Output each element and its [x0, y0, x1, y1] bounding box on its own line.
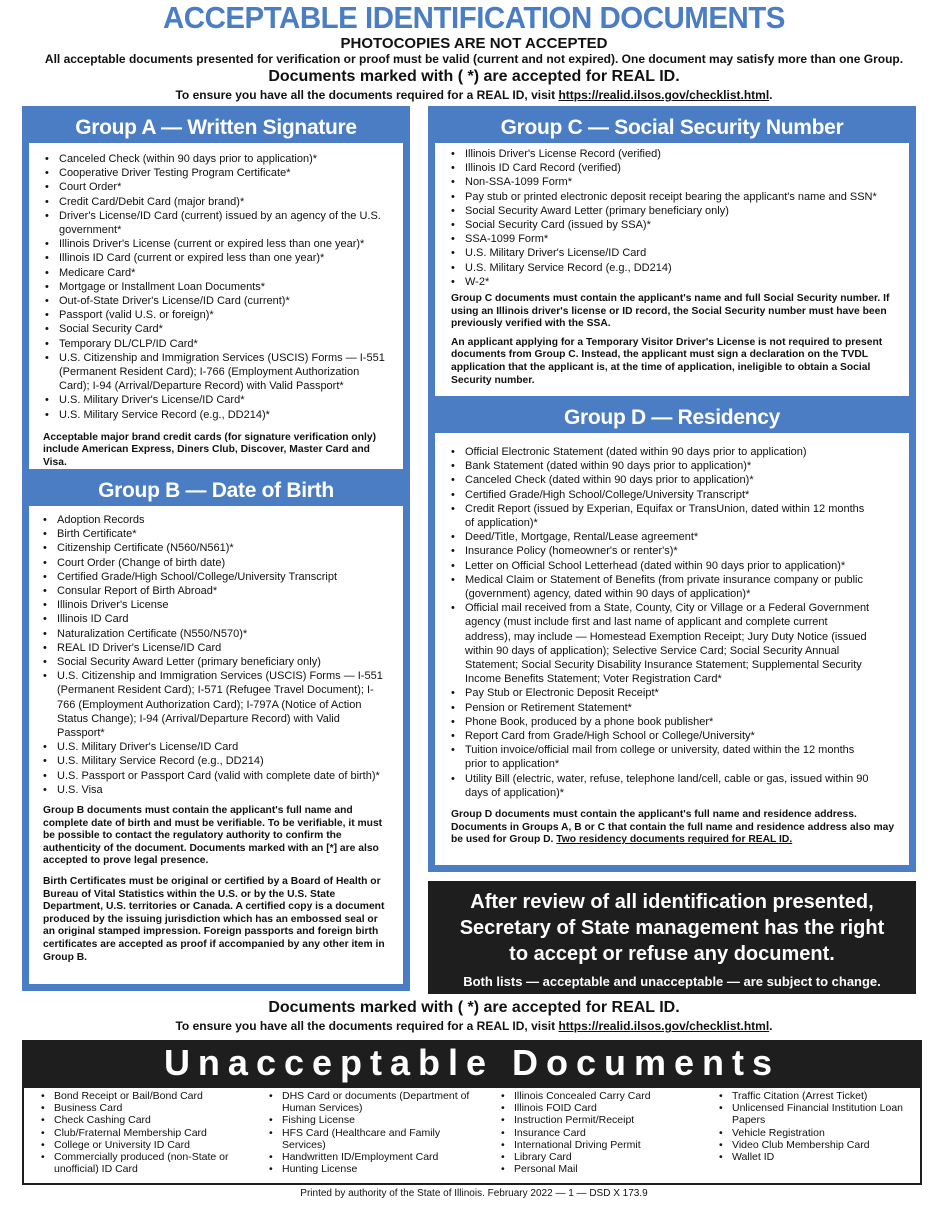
group-a-item: • Passport (valid U.S. or foreign)*: [59, 308, 389, 322]
group-b-box: [22, 476, 410, 991]
unacceptable-item: • Unlicensed Financial Institution Loan Papers: [732, 1102, 917, 1126]
unacceptable-item: • Wallet ID: [732, 1151, 917, 1163]
group-a-item: • U.S. Military Driver's License/ID Card*: [59, 393, 389, 407]
management-notice: [428, 881, 916, 994]
page-title: ACCEPTABLE IDENTIFICATION DOCUMENTS: [162, 0, 785, 35]
unacceptable-item: • Hunting License: [282, 1163, 482, 1175]
group-b-title: Group B — Date of Birth: [29, 476, 403, 506]
group-a-list: [29, 152, 389, 422]
group-d-item: • Certified Grade/High School/College/University Transcript*: [465, 488, 875, 502]
mid-checklist-prefix: To ensure you have all the documents required for a REAL ID, visit: [175, 1019, 559, 1033]
realid-mark-notice: Documents marked with ( *) are accepted for REAL ID.: [268, 68, 680, 85]
no-photocopies-notice: PHOTOCOPIES ARE NOT ACCEPTED: [340, 35, 608, 52]
group-d-item: • Report Card from Grade/High School or College/University*: [465, 729, 875, 743]
group-a-item: • Canceled Check (within 90 days prior to application)*: [59, 152, 389, 166]
group-b-item: • Illinois ID Card: [57, 612, 389, 626]
unacceptable-list-box: [22, 1086, 922, 1185]
group-a-title: Group A — Written Signature: [29, 113, 403, 143]
group-b-item: • U.S. Passport or Passport Card (valid with complete date of birth)*: [57, 769, 389, 783]
checklist-link[interactable]: https://realid.ilsos.gov/checklist.html: [558, 88, 770, 102]
unacceptable-column-3: [494, 1090, 704, 1175]
unacceptable-title: Unacceptable Documents: [22, 1040, 922, 1086]
unacceptable-item: • Handwritten ID/Employment Card: [282, 1151, 482, 1163]
group-a-item: • Cooperative Driver Testing Program Certificate*: [59, 166, 389, 180]
unacceptable-item: • Commercially produced (non-State or unofficial) ID Card: [54, 1151, 254, 1175]
group-a-item: • Credit Card/Debit Card (major brand)*: [59, 195, 389, 209]
group-b-item: • Illinois Driver's License: [57, 598, 389, 612]
group-d-item: • Insurance Policy (homeowner's or renter's)*: [465, 544, 875, 558]
mid-checklist-suffix: .: [769, 1019, 773, 1033]
unacceptable-item: • Traffic Citation (Arrest Ticket): [732, 1090, 917, 1102]
management-subnote: Both lists — acceptable and unacceptable — are subject to change.: [463, 974, 881, 989]
unacceptable-item: • Check Cashing Card: [54, 1114, 254, 1126]
group-a-item: • Mortgage or Installment Loan Documents*: [59, 280, 389, 294]
group-b-note-2: Birth Certificates must be original or certified by a Board of Health or Bureau of Vital Statistics within the U.S. or by the U.S. State Department, U.S. territories or Canada. A certified copy is a document produced by the issuing jurisdiction which has an embossed seal or an original stamped impression. Foreign passports and foreign birth certificates are accepted as proof if accompanied by any other item in Group B.: [43, 876, 385, 963]
group-a-item: • Medicare Card*: [59, 266, 389, 280]
group-a-item: • Court Order*: [59, 180, 389, 194]
group-b-item: • Social Security Award Letter (primary beneficiary only): [57, 655, 389, 669]
management-line-1: After review of all identification presented,: [470, 891, 874, 913]
group-d-note-underline: Two residency documents required for REAL ID.: [556, 834, 793, 846]
management-line-3: to accept or refuse any document.: [509, 943, 835, 965]
group-d-item: • Bank Statement (dated within 90 days prior to application)*: [465, 459, 875, 473]
group-b-item: • Certified Grade/High School/College/University Transcript: [57, 570, 389, 584]
unacceptable-column-2: [262, 1090, 482, 1175]
unacceptable-item: • Business Card: [54, 1102, 254, 1114]
group-a-item: • Out-of-State Driver's License/ID Card (current)*: [59, 294, 389, 308]
checklist-notice: [0, 87, 948, 103]
group-a-item: • Driver's License/ID Card (current) issued by an agency of the U.S. government*: [59, 209, 389, 237]
unacceptable-item: • Illinois FOID Card: [514, 1102, 704, 1114]
group-d-item: • Pay Stub or Electronic Deposit Receipt*: [465, 686, 875, 700]
unacceptable-item: • Insurance Card: [514, 1127, 704, 1139]
group-c-item: • Pay stub or printed electronic deposit receipt bearing the applicant's name and SSN*: [465, 190, 909, 204]
mid-checklist-notice: [0, 1018, 948, 1034]
unacceptable-item: • Fishing License: [282, 1114, 482, 1126]
unacceptable-item: • Instruction Permit/Receipt: [514, 1114, 704, 1126]
unacceptable-column-1: [34, 1090, 254, 1175]
group-b-item: • U.S. Military Service Record (e.g., DD214): [57, 754, 389, 768]
footer-text: Printed by authority of the State of Illinois. February 2022 — 1 — DSD X 173.9: [300, 1188, 648, 1199]
group-b-item: • U.S. Citizenship and Immigration Services (USCIS) Forms — I-551 (Permanent Resident Card); I-571 (Refugee Travel Document); I-766 (Employment Authorization Card); I-797A (Notice of Action Status Change); I-94 (Arrival/Departure Record) with Valid Passport*: [57, 669, 389, 740]
checklist-prefix: To ensure you have all the documents required for a REAL ID, visit: [175, 88, 559, 102]
group-b-item: • U.S. Visa: [57, 783, 389, 797]
group-d-item: • Phone Book, produced by a phone book publisher*: [465, 715, 875, 729]
checklist-suffix: .: [769, 88, 773, 102]
management-line-2: Secretary of State management has the right: [459, 917, 885, 939]
group-d-item: • Official mail received from a State, County, City or Village or a Federal Government agency (must include first and last name of applicant and complete current address), may include — Homestead Exemption Receipt; Jury Duty Notice (issued within 90 days of application); Selective Service Card; Social Security Annual Statement; Social Security Disability Insurance Statement; Supplemental Security Income Benefits Statement; Voter Registration Card*: [465, 601, 875, 686]
group-d-item: • Utility Bill (electric, water, refuse, telephone land/cell, cable or gas, issued within 90 days of application)*: [465, 772, 875, 800]
group-d-item: • Canceled Check (dated within 90 days prior to application)*: [465, 473, 875, 487]
unacceptable-item: • College or University ID Card: [54, 1139, 254, 1151]
group-c-item: • Illinois Driver's License Record (verified): [465, 147, 909, 161]
group-b-item: • REAL ID Driver's License/ID Card: [57, 641, 389, 655]
group-d-item: • Pension or Retirement Statement*: [465, 701, 875, 715]
unacceptable-item: • Club/Fraternal Membership Card: [54, 1127, 254, 1139]
group-d-item: • Deed/Title, Mortgage, Rental/Lease agreement*: [465, 530, 875, 544]
group-a-item: • Temporary DL/CLP/ID Card*: [59, 337, 389, 351]
unacceptable-item: • Personal Mail: [514, 1163, 704, 1175]
unacceptable-item: • Illinois Concealed Carry Card: [514, 1090, 704, 1102]
group-d-note-main: Group D documents must contain the applicant's full name and residence address. Documents in Groups A, B or C that contain the full name and residence address also may be used for Group D.: [451, 809, 895, 846]
group-a-note: Acceptable major brand credit cards (for signature verification only) include American Express, Diners Club, Discover, Master Card and Visa.: [43, 431, 377, 469]
group-d-box: [428, 403, 916, 872]
group-b-item: • Birth Certificate*: [57, 527, 389, 541]
group-c-item: • Social Security Award Letter (primary beneficiary only): [465, 204, 909, 218]
group-c-item: • Illinois ID Card Record (verified): [465, 161, 909, 175]
group-b-item: • Consular Report of Birth Abroad*: [57, 584, 389, 598]
group-b-item: • U.S. Military Driver's License/ID Card: [57, 740, 389, 754]
group-b-note-1: Group B documents must contain the applicant's full name and complete date of birth and must be verifiable. To be verifiable, it must be possible to contact the regulatory authority to confirm the authenticity of the document. Documents marked with an [*] are also accepted to prove legal presence.: [43, 805, 383, 867]
group-a-item: • Social Security Card*: [59, 322, 389, 336]
group-c-item: • U.S. Military Driver's License/ID Card: [465, 246, 909, 260]
group-d-title: Group D — Residency: [435, 403, 909, 433]
unacceptable-item: • Bond Receipt or Bail/Bond Card: [54, 1090, 254, 1102]
mid-realid-mark-notice: Documents marked with ( *) are accepted for REAL ID.: [268, 999, 680, 1016]
group-d-item: • Credit Report (issued by Experian, Equifax or TransUnion, dated within 12 months of application)*: [465, 502, 875, 530]
unacceptable-column-4: [712, 1090, 917, 1163]
group-c-box: [428, 106, 916, 403]
group-b-list: [29, 513, 389, 797]
group-c-title: Group C — Social Security Number: [435, 113, 909, 143]
unacceptable-item: • DHS Card or documents (Department of Human Services): [282, 1090, 482, 1114]
unacceptable-item: • Video Club Membership Card: [732, 1139, 917, 1151]
group-c-item: • Non-SSA-1099 Form*: [465, 175, 909, 189]
group-c-item: • SSA-1099 Form*: [465, 232, 909, 246]
group-c-item: • W-2*: [465, 275, 909, 289]
group-d-item: • Official Electronic Statement (dated within 90 days prior to application): [465, 445, 875, 459]
group-b-item: • Citizenship Certificate (N560/N561)*: [57, 541, 389, 555]
unacceptable-item: • Library Card: [514, 1151, 704, 1163]
unacceptable-item: • Vehicle Registration: [732, 1127, 917, 1139]
group-c-list: [435, 147, 909, 289]
group-a-box: [22, 106, 410, 476]
group-d-item: • Letter on Official School Letterhead (dated within 90 days prior to application)*: [465, 559, 875, 573]
group-b-item: • Adoption Records: [57, 513, 389, 527]
group-a-item: • U.S. Citizenship and Immigration Services (USCIS) Forms — I-551 (Permanent Resident Card); I-766 (Employment Authorization Card); I-94 (Arrival/Departure Record) with Valid Passport*: [59, 351, 389, 394]
unacceptable-item: • HFS Card (Healthcare and Family Services): [282, 1127, 482, 1151]
group-d-note: [435, 809, 909, 847]
group-a-item: • Illinois Driver's License (current or expired less than one year)*: [59, 237, 389, 251]
group-a-item: • U.S. Military Service Record (e.g., DD214)*: [59, 408, 389, 422]
group-d-item: • Tuition invoice/official mail from college or university, dated within the 12 months prior to application*: [465, 743, 875, 771]
group-c-note-1: Group C documents must contain the applicant's name and full Social Security number. If using an Illinois driver's license or ID record, the Social Security number must have been previously verified with the SSA.: [451, 293, 890, 330]
unacceptable-item: • International Driving Permit: [514, 1139, 704, 1151]
group-a-item: • Illinois ID Card (current or expired less than one year)*: [59, 251, 389, 265]
validity-notice: All acceptable documents presented for verification or proof must be valid (current and not expired). One document may satisfy more than one Group.: [44, 52, 904, 66]
group-b-item: • Naturalization Certificate (N550/N570)*: [57, 627, 389, 641]
group-d-item: • Medical Claim or Statement of Benefits (from private insurance company or public (government) agency, dated within 90 days of application)*: [465, 573, 875, 601]
group-d-list: [435, 445, 875, 800]
group-c-item: • U.S. Military Service Record (e.g., DD214): [465, 261, 909, 275]
group-c-note-2: An applicant applying for a Temporary Visitor Driver's License is not required to present documents from Group C. Instead, the applicant must sign a declaration on the TVDL application that the applicant is, at the time of application, ineligible to obtain a Social Security number.: [451, 336, 883, 386]
mid-checklist-link[interactable]: https://realid.ilsos.gov/checklist.html: [558, 1019, 770, 1033]
group-c-item: • Social Security Card (issued by SSA)*: [465, 218, 909, 232]
group-b-item: • Court Order (Change of birth date): [57, 556, 389, 570]
